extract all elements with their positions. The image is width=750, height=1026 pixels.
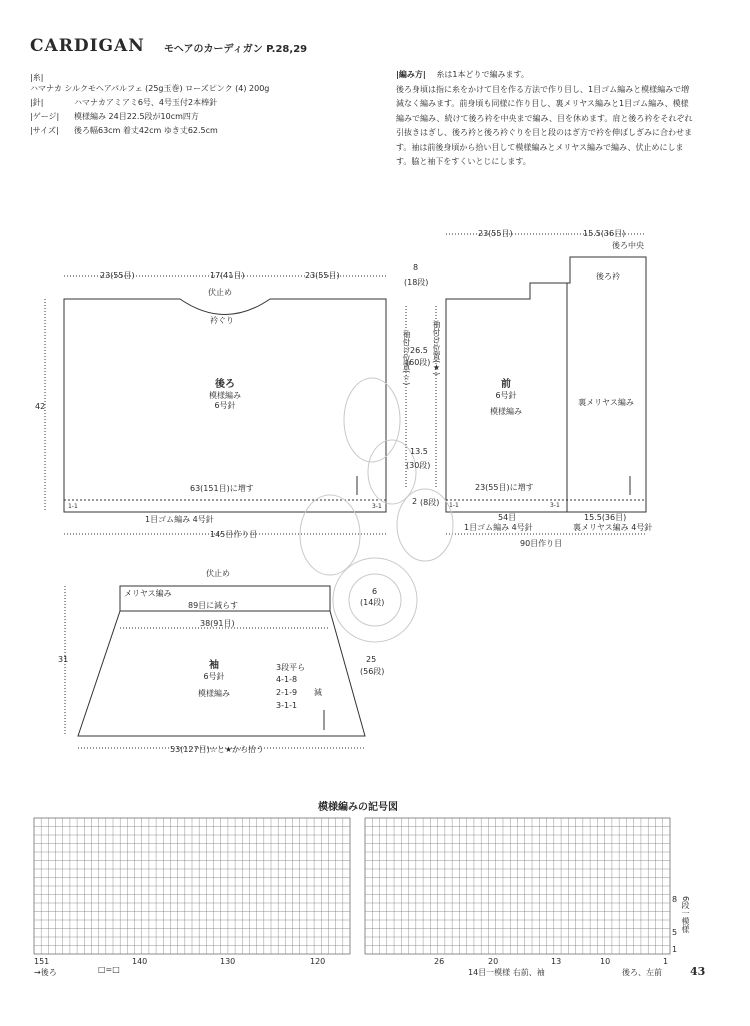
materials-gauge-value: 模様編み 24目22.5段が10cm四方 — [74, 112, 199, 121]
chart-right-num-3: 10 — [600, 957, 611, 966]
front-rib-right: 裏メリヤス編み 4号針 — [573, 523, 653, 532]
materials-needle-value: ハマナカアミアミ6号、4号玉付2本棒針 — [74, 98, 218, 107]
materials-size-label: |サイズ| — [30, 126, 59, 135]
front-row-8b: (18段) — [404, 278, 429, 287]
front-row-26: 26.5 — [410, 346, 428, 355]
back-needle: 6号針 — [214, 401, 236, 410]
front-needle: 6号針 — [495, 391, 517, 400]
back-stitch: 模様編み — [209, 391, 241, 400]
method-intro: 糸は1本どりで編みます。 — [436, 70, 529, 79]
front-rev-stst: 裏メリヤス編み — [578, 398, 634, 407]
sleeve-stst: メリヤス編み — [124, 589, 172, 598]
materials-gauge-label: |ゲージ| — [30, 112, 60, 121]
sleeve-dec-row-3: 3-1-1 — [276, 701, 298, 710]
chart-left-num-2: 130 — [220, 957, 236, 966]
front-increase: 23(55目)に増す — [475, 483, 534, 492]
sleeve-stitch: 模様編み — [198, 689, 230, 698]
back-dim-right: 23(55目) — [305, 271, 340, 280]
front-stitch: 模様編み — [490, 407, 522, 416]
chart-bottom-note: 14目一模様 右前、袖 — [468, 968, 545, 977]
sleeve-bind-off: 伏止め — [206, 569, 230, 578]
back-dim-left: 23(55目) — [100, 271, 135, 280]
front-row-2: 2 — [412, 497, 418, 506]
chart-left-direction: →後ろ — [34, 968, 57, 977]
sleeve-width: 38(91目) — [200, 619, 235, 628]
sleeve-height: 31 — [58, 655, 69, 664]
back-name: 後ろ — [215, 379, 235, 390]
materials-yarn-value: ハマナカ シルクモヘアパルフェ (25g玉巻) ローズピンク (4) 200g — [30, 84, 270, 93]
front-rib-a: 1-1 — [449, 502, 459, 509]
pattern-title: CARDIGAN — [30, 36, 145, 56]
sleeve-rows-6b: (14段) — [360, 598, 385, 607]
back-dim-mid: 17(41目) — [210, 271, 245, 280]
method-heading: |編み方| — [396, 70, 426, 79]
back-rib-right: 3-1 — [372, 503, 382, 510]
back-cast-on: 145目作り目 — [210, 530, 258, 539]
front-rib-left: 1目ゴム編み 4号針 — [464, 523, 533, 532]
chart-legend: □=□ — [98, 965, 120, 974]
materials-needle-label: |針| — [30, 98, 44, 107]
page-number: 43 — [690, 965, 706, 978]
chart-title: 模様編みの記号図 — [318, 802, 398, 813]
sleeve-dec-label: 減 — [314, 688, 322, 697]
front-row-13: 13.5 — [410, 447, 428, 456]
front-rib-15: 15.5(36目) — [584, 513, 627, 522]
back-rib: 1目ゴム編み 4号針 — [145, 515, 214, 524]
chart-row-5: 5 — [672, 928, 678, 937]
chart-left-num-3: 120 — [310, 957, 326, 966]
chart-row-1: 1 — [672, 945, 678, 954]
front-dim-top-right: 15.5(36目) — [583, 229, 626, 238]
back-rib-left: 1-1 — [68, 503, 78, 510]
back-bind-off: 伏止め — [208, 288, 232, 297]
pattern-subtitle: モヘアのカーディガン P.28,29 — [164, 44, 308, 55]
sleeve-rows-25b: (56段) — [360, 667, 385, 676]
sleeve-dec-row-2: 2-1-9 — [276, 688, 298, 697]
chart-side-rows: 6段一模様 — [681, 896, 690, 934]
sleeve-pickup: 53(127目)☆と★から拾う — [170, 745, 265, 754]
chart-left-num-0: 151 — [34, 957, 50, 966]
front-sleeve-position: 袖付け位置(★) — [432, 320, 441, 376]
front-row-2b: (8段) — [420, 498, 440, 507]
front-back-center: 後ろ中央 — [612, 241, 644, 250]
front-row-26b: (60段) — [406, 358, 431, 367]
chart-row-8: 8 — [672, 895, 678, 904]
front-cast-on: 90目作り目 — [520, 539, 563, 548]
back-bottom-increase: 63(151目)に増す — [190, 484, 254, 493]
front-collar: 後ろ衿 — [596, 272, 620, 281]
sleeve-decrease: 89目に減らす — [188, 601, 239, 610]
sleeve-name: 袖 — [209, 660, 219, 671]
back-neckline: 衿ぐり — [210, 316, 234, 325]
front-piece-outline — [446, 257, 646, 512]
chart-right-num-1: 20 — [488, 957, 499, 966]
chart-right-num-0: 26 — [434, 957, 445, 966]
sleeve-rows-25: 25 — [366, 655, 377, 664]
chart-right-num-4: 1 — [663, 957, 669, 966]
sleeve-needle: 6号針 — [203, 672, 225, 681]
chart-left-direction-text: 後ろ — [40, 968, 57, 977]
chart-left-num-1: 140 — [132, 957, 148, 966]
chart-right-num-2: 13 — [551, 957, 562, 966]
front-dim-top-left: 23(55目) — [478, 229, 513, 238]
materials-size-value: 後ろ幅63cm 着丈42cm ゆき丈62.5cm — [74, 126, 218, 135]
back-sleeve-position: 袖付け位置(☆) — [402, 330, 411, 386]
front-rib-b: 3-1 — [550, 502, 560, 509]
back-height: 42 — [35, 402, 46, 411]
front-row-13b: (30段) — [406, 461, 431, 470]
chart-right-direction: 後ろ、左前 — [622, 968, 662, 977]
materials-yarn-label: |糸| — [30, 73, 44, 82]
method-body: 後ろ身頃は指に糸をかけて目を作る方法で作り目し、1目ゴム編みと模様編みで増減なく編みます。前身頃も同様に作り目し、裏メリヤス編みと1目ゴム編み、模様編みで編み、続けて後ろ衿を中央まで編み、目を休めます。肩と後ろ衿をそれぞれ引抜きはぎし、後ろ衿と後ろ衿ぐりを目と段のはぎ方で衿を伸ばしぎみに合わせます。袖は前後身頃から拾い目して模様編みとメリヤス編みで編み、伏止めにします。脇と袖下をすくいとじにします。 — [396, 84, 693, 166]
sleeve-rows-6: 6 — [372, 587, 378, 596]
sleeve-dec-row-0: 3段平ら — [276, 663, 306, 672]
front-rib-54: 54目 — [498, 513, 517, 522]
front-name: 前 — [501, 379, 511, 390]
sleeve-dec-row-1: 4-1-8 — [276, 675, 298, 684]
front-row-8: 8 — [413, 263, 419, 272]
